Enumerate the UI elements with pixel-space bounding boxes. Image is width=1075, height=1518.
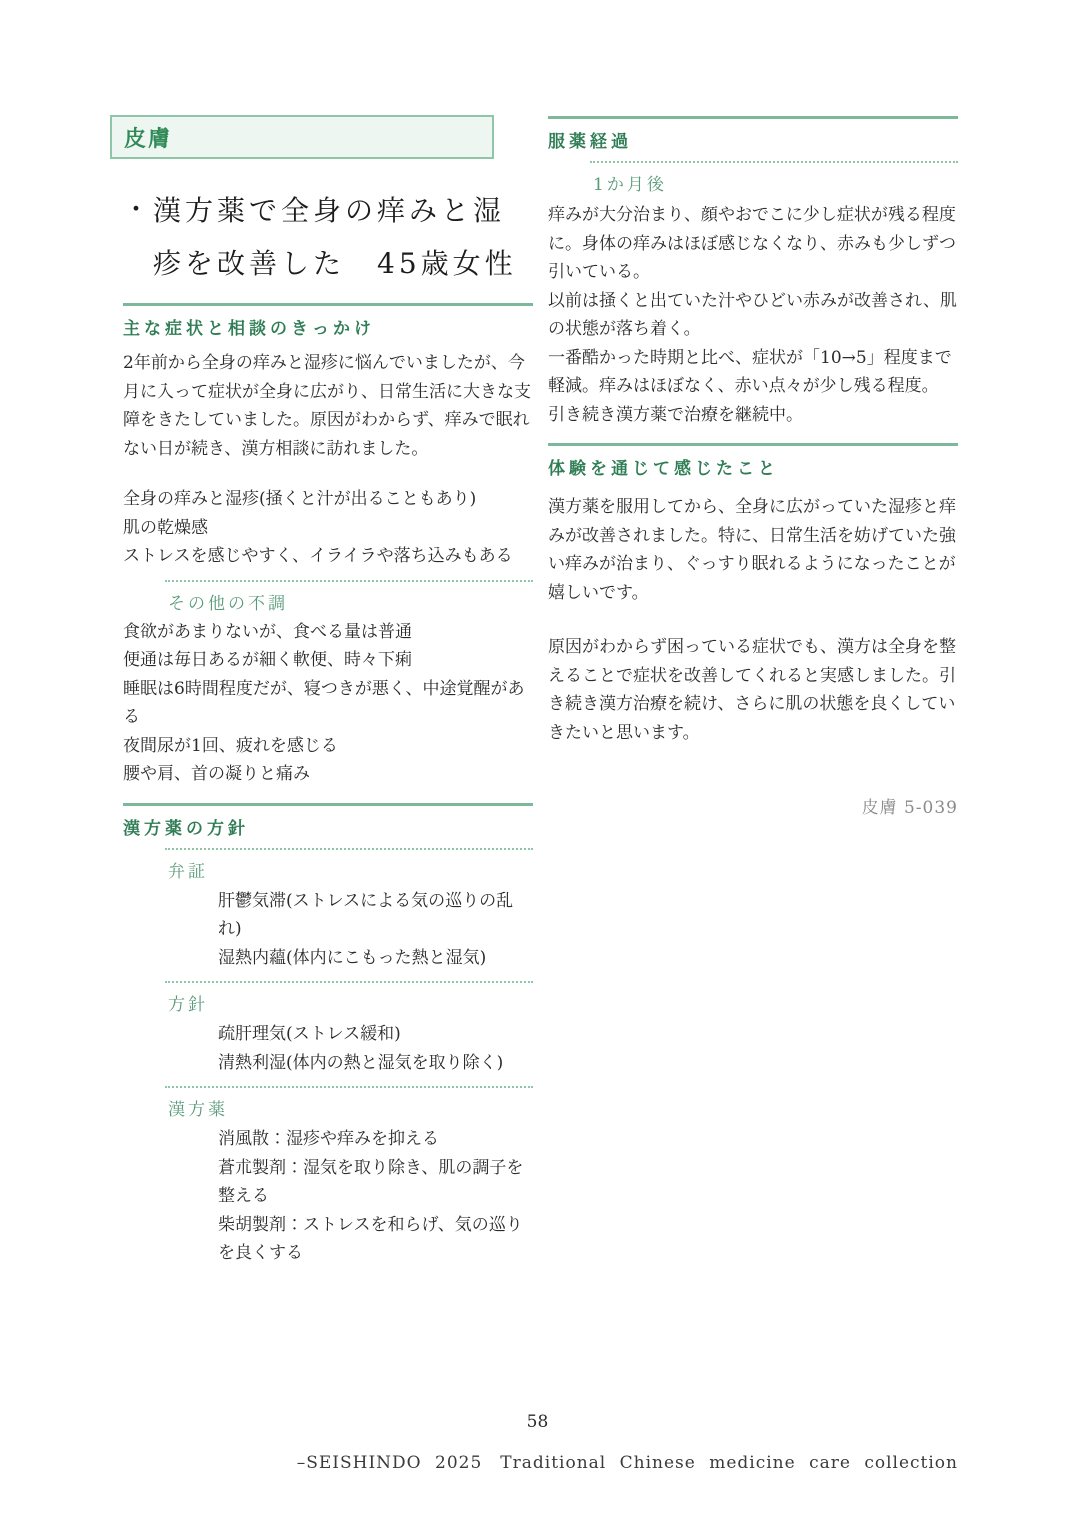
list-item: 疏肝理気(ストレス緩和) xyxy=(218,1024,401,1044)
main-symptom-list xyxy=(123,485,533,571)
impression-paragraph: 原因がわからず困っている症状でも、漢方は全身を整えることで症状を改善してくれると実感しました。引き続き漢方治療を続け、さらに肌の状態を良くしていきたいと思います。 xyxy=(548,637,956,743)
subsection-heading-other: その他の不調 xyxy=(168,593,288,614)
progress-paragraph: 一番酷かった時期と比べ、症状が「10→5」程度まで軽減。痒みはほぼなく、赤い点々が少し残る程度。 xyxy=(548,347,952,396)
dotted-divider xyxy=(165,848,533,850)
category-label: 皮膚 xyxy=(124,125,173,152)
dotted-divider xyxy=(590,161,958,163)
section-heading-policy: 漢方薬の方針 xyxy=(123,803,533,839)
list-item: 夜間尿が1回、疲れを感じる xyxy=(123,735,338,756)
list-item: 柴胡製剤：ストレスを和らげ、気の巡りを良くする xyxy=(218,1214,523,1263)
subsection-heading-bensho: 弁証 xyxy=(168,861,208,882)
progress-paragraph: 引き続き漢方薬で治療を継続中。 xyxy=(548,404,803,425)
subsection-heading-period: 1か月後 xyxy=(593,175,667,195)
section-heading-symptoms: 主な症状と相談のきっかけ xyxy=(123,303,533,339)
kampo-list xyxy=(218,1125,533,1268)
footer-credit: –SEISHINDO 2025 Traditional Chinese medicine care collection xyxy=(296,1453,958,1473)
list-item: 睡眠は6時間程度だが、寝つきが悪く、中途覚醒がある xyxy=(123,678,525,727)
case-title-line2: 疹を改善した 45歳女性 xyxy=(153,247,517,280)
bensho-list xyxy=(218,887,533,973)
list-item: 肌の乾燥感 xyxy=(123,517,208,538)
list-item: 蒼朮製剤：湿気を取り除き、肌の調子を整える xyxy=(218,1157,524,1206)
left-column xyxy=(123,115,533,1268)
list-item: 食欲があまりないが、食べる量は普通 xyxy=(123,621,412,642)
case-title-line1: 漢方薬で全身の痒みと湿 xyxy=(153,194,506,227)
dotted-divider xyxy=(165,580,533,582)
hoshin-list xyxy=(218,1020,533,1077)
subsection-heading-hoshin: 方針 xyxy=(168,995,208,1015)
case-title xyxy=(123,184,533,290)
progress-paragraph: 以前は掻くと出ていた汁やひどい赤みが改善され、肌の状態が落ち着く。 xyxy=(548,290,958,339)
section-heading-impression: 体験を通じて感じたこと xyxy=(548,443,958,479)
case-id-label: 皮膚 5-039 xyxy=(861,798,958,818)
subsection-heading-kampo: 漢方薬 xyxy=(168,1100,228,1120)
right-column xyxy=(548,115,958,1268)
paragraph-spacer xyxy=(548,607,958,633)
symptoms-intro: 2年前から全身の痒みと湿疹に悩んでいましたが、今月に入って症状が全身に広がり、日常生活に大きな支障をきたしていました。原因がわからず、痒みで眠れない日が続き、漢方相談に訪れました。 xyxy=(123,353,531,459)
list-item: 肝鬱気滞(ストレスによる気の巡りの乱れ) xyxy=(218,890,514,939)
list-item: 湿熱内蘊(体内にこもった熱と湿気) xyxy=(218,947,487,968)
page-body xyxy=(123,115,958,1268)
dotted-divider xyxy=(165,981,533,983)
dotted-divider xyxy=(165,1086,533,1088)
list-item: ストレスを感じやすく、イライラや落ち込みもある xyxy=(123,546,513,566)
list-item: 清熱利湿(体内の熱と湿気を取り除く) xyxy=(218,1052,504,1073)
list-item: 消風散：湿疹や痒みを抑える xyxy=(218,1129,439,1149)
title-bullet: ・ xyxy=(123,195,150,225)
list-item: 全身の痒みと湿疹(掻くと汁が出ることもあり) xyxy=(123,489,477,509)
other-symptom-list xyxy=(123,618,533,789)
case-title-text xyxy=(153,184,533,290)
category-tag-box xyxy=(110,115,494,159)
impression-paragraph: 漢方薬を服用してから、全身に広がっていた湿疹と痒みが改善されました。特に、日常生活を妨げていた強い痒みが治まり、ぐっすり眠れるようになったことが嬉しいです。 xyxy=(548,497,956,603)
page-number: 58 xyxy=(526,1412,549,1432)
section-heading-progress: 服薬経過 xyxy=(548,116,958,152)
progress-paragraph: 痒みが大分治まり、顔やおでこに少し症状が残る程度に。身体の痒みはほぼ感じなくなり、赤みも少しずつ引いている。 xyxy=(548,205,956,282)
list-item: 便通は毎日あるが細く軟便、時々下痢 xyxy=(123,650,412,670)
list-item: 腰や肩、首の凝りと痛み xyxy=(123,764,310,784)
